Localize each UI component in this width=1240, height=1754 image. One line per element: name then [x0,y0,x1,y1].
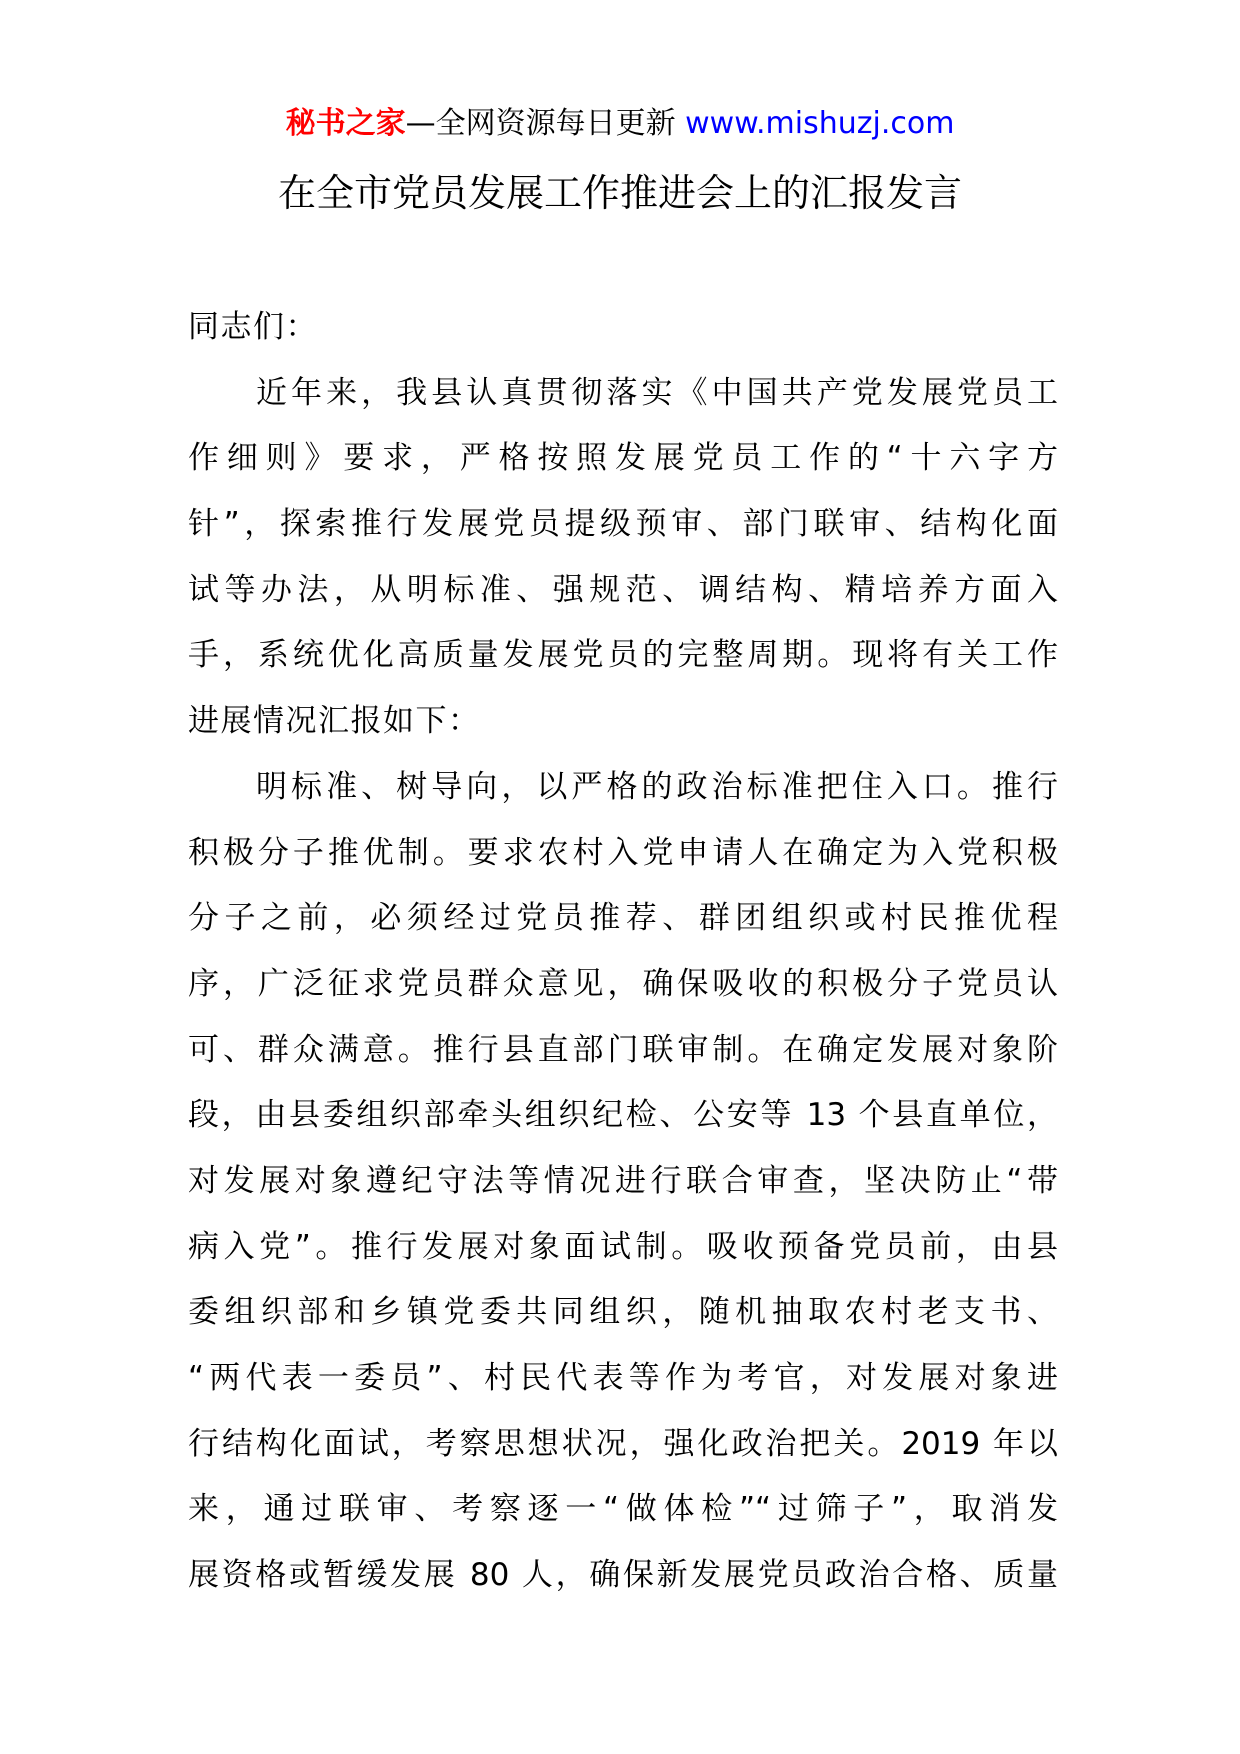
body-line: 对发展对象遵纪守法等情况进行联合审查，坚决防止“带 [188,1162,1058,1199]
body-line: 试等办法，从明标准、强规范、调结构、精培养方面入 [188,571,1058,608]
site-url-link[interactable]: www.mishuzj.com [685,106,955,141]
document-title: 在全市党员发展工作推进会上的汇报发言 [277,171,962,215]
body-line: 进展情况汇报如下： [188,703,481,740]
body-line: 手，系统优化高质量发展党员的完整周期。现将有关工作 [188,637,1058,674]
body-line: 积极分子推优制。要求农村入党申请人在确定为入党积极 [188,834,1058,871]
body-line: 明标准、树导向，以严格的政治标准把住入口。推行 [256,768,1058,805]
header-slogan: —全网资源每日更新 [405,106,676,141]
body-line: “两代表一委员”、村民代表等作为考官，对发展对象进 [188,1360,1058,1396]
body-line: 作细则》要求，严格按照发展党员工作的“十六字方 [188,440,1058,477]
body-line: 针”，探索推行发展党员提级预审、部门联审、结构化面 [188,506,1058,543]
body-line: 序，广泛征求党员群众意见，确保吸收的积极分子党员认 [188,965,1058,1002]
body-line: 病入党”。推行发展对象面试制。吸收预备党员前，由县 [188,1228,1058,1265]
salutation-line: 同志们： [188,309,318,345]
body-line: 段，由县委组织部牵头组织纪检、公安等 13 个县直单位， [188,1097,1058,1134]
body-line: 来，通过联审、考察逐一“做体检”“过筛子”，取消发 [188,1491,1058,1528]
body-line: 分子之前，必须经过党员推荐、群团组织或村民推优程 [188,900,1058,937]
brand-name: 秘书之家 [285,106,406,141]
body-line: 可、群众满意。推行县直部门联审制。在确定发展对象阶 [188,1031,1058,1068]
body-line: 委组织部和乡镇党委共同组织，随机抽取农村老支书、 [188,1294,1058,1331]
document-body [188,295,1058,1609]
body-line: 行结构化面试，考察思想状况，强化政治把关。2019 年以 [188,1425,1058,1462]
body-line: 近年来，我县认真贯彻落实《中国共产党发展党员工 [256,374,1058,411]
site-header [0,104,1240,144]
body-line: 展资格或暂缓发展 80 人，确保新发展党员政治合格、质量 [188,1557,1058,1594]
